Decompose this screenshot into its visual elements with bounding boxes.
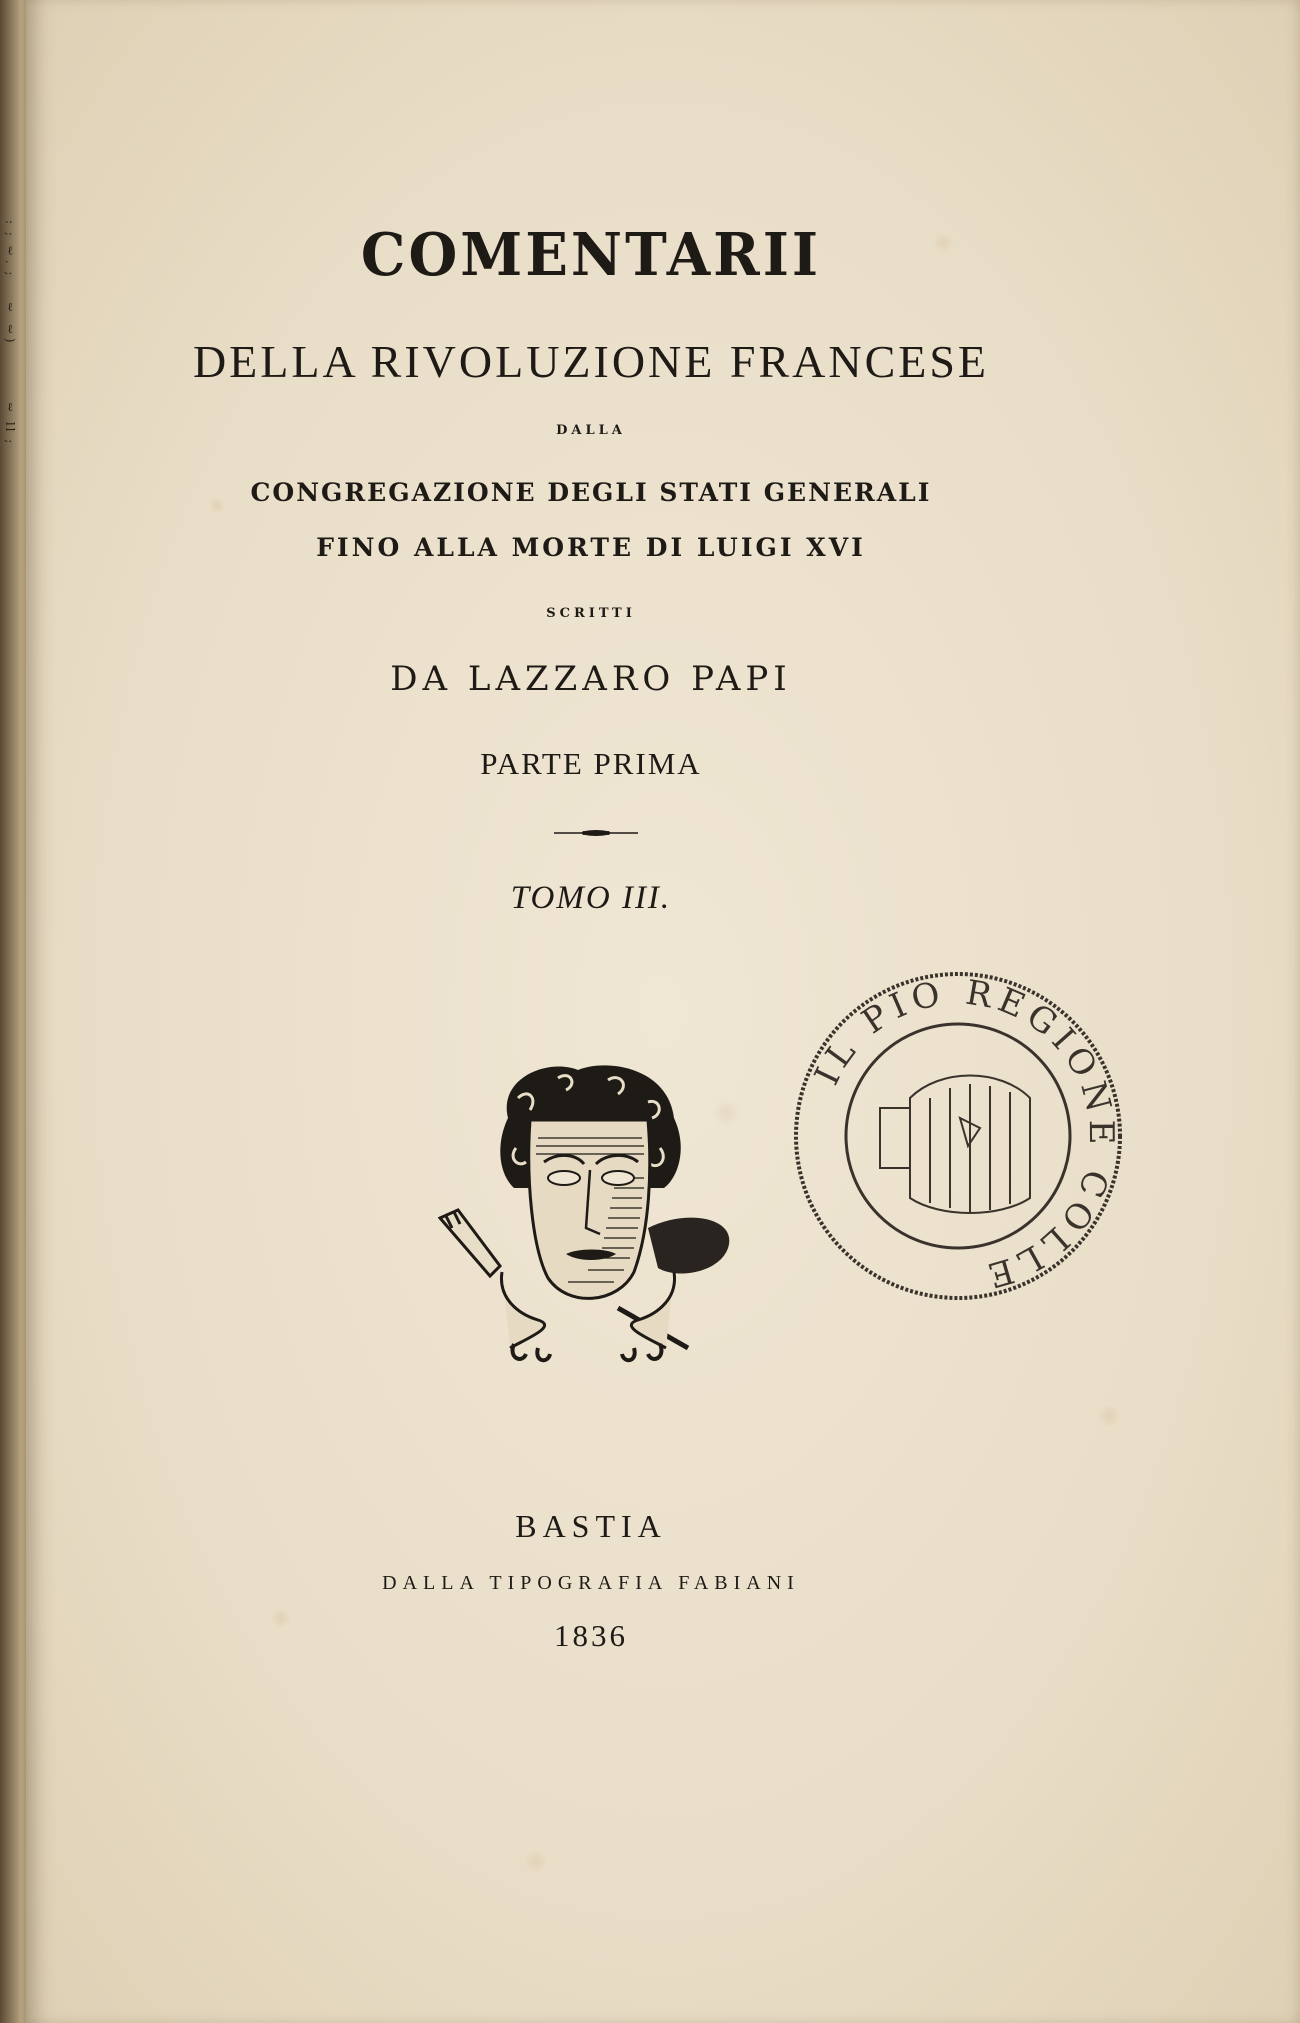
subject-line-1: CONGREGAZIONE DEGLI STATI GENERALI: [250, 478, 932, 507]
author-line: DA LAZZARO PAPI: [390, 659, 792, 699]
spine-fragment: ℓ ll ;: [3, 400, 17, 446]
book-title: COMENTARII: [360, 220, 822, 290]
library-stamp-icon: [790, 968, 1126, 1304]
part-line: PARTE PRIMA: [480, 746, 702, 781]
ornamental-rule: [554, 828, 638, 838]
mask-vignette-icon: [438, 1058, 738, 1372]
connector-dalla: DALLA: [556, 423, 626, 438]
subject-line-2: FINO ALLA MORTE DI LUIGI XVI: [316, 533, 866, 562]
spine-fragment: : ; ℓ. ;: [3, 220, 17, 278]
imprint-printer: DALLA TIPOGRAFIA FABIANI: [382, 1572, 800, 1594]
title-page: [26, 0, 1300, 2023]
volume-line: TOMO III.: [510, 880, 672, 916]
imprint-year: 1836: [554, 1618, 628, 1653]
book-subtitle: DELLA RIVOLUZIONE FRANCESE: [192, 336, 990, 387]
stamp-inscription: IL PIO REGIONE COLLE: [807, 972, 1122, 1297]
connector-scritti: SCRITTI: [546, 606, 636, 621]
imprint-place: BASTIA: [515, 1508, 667, 1544]
spine-fragment: ℓ ℓ): [3, 300, 17, 345]
